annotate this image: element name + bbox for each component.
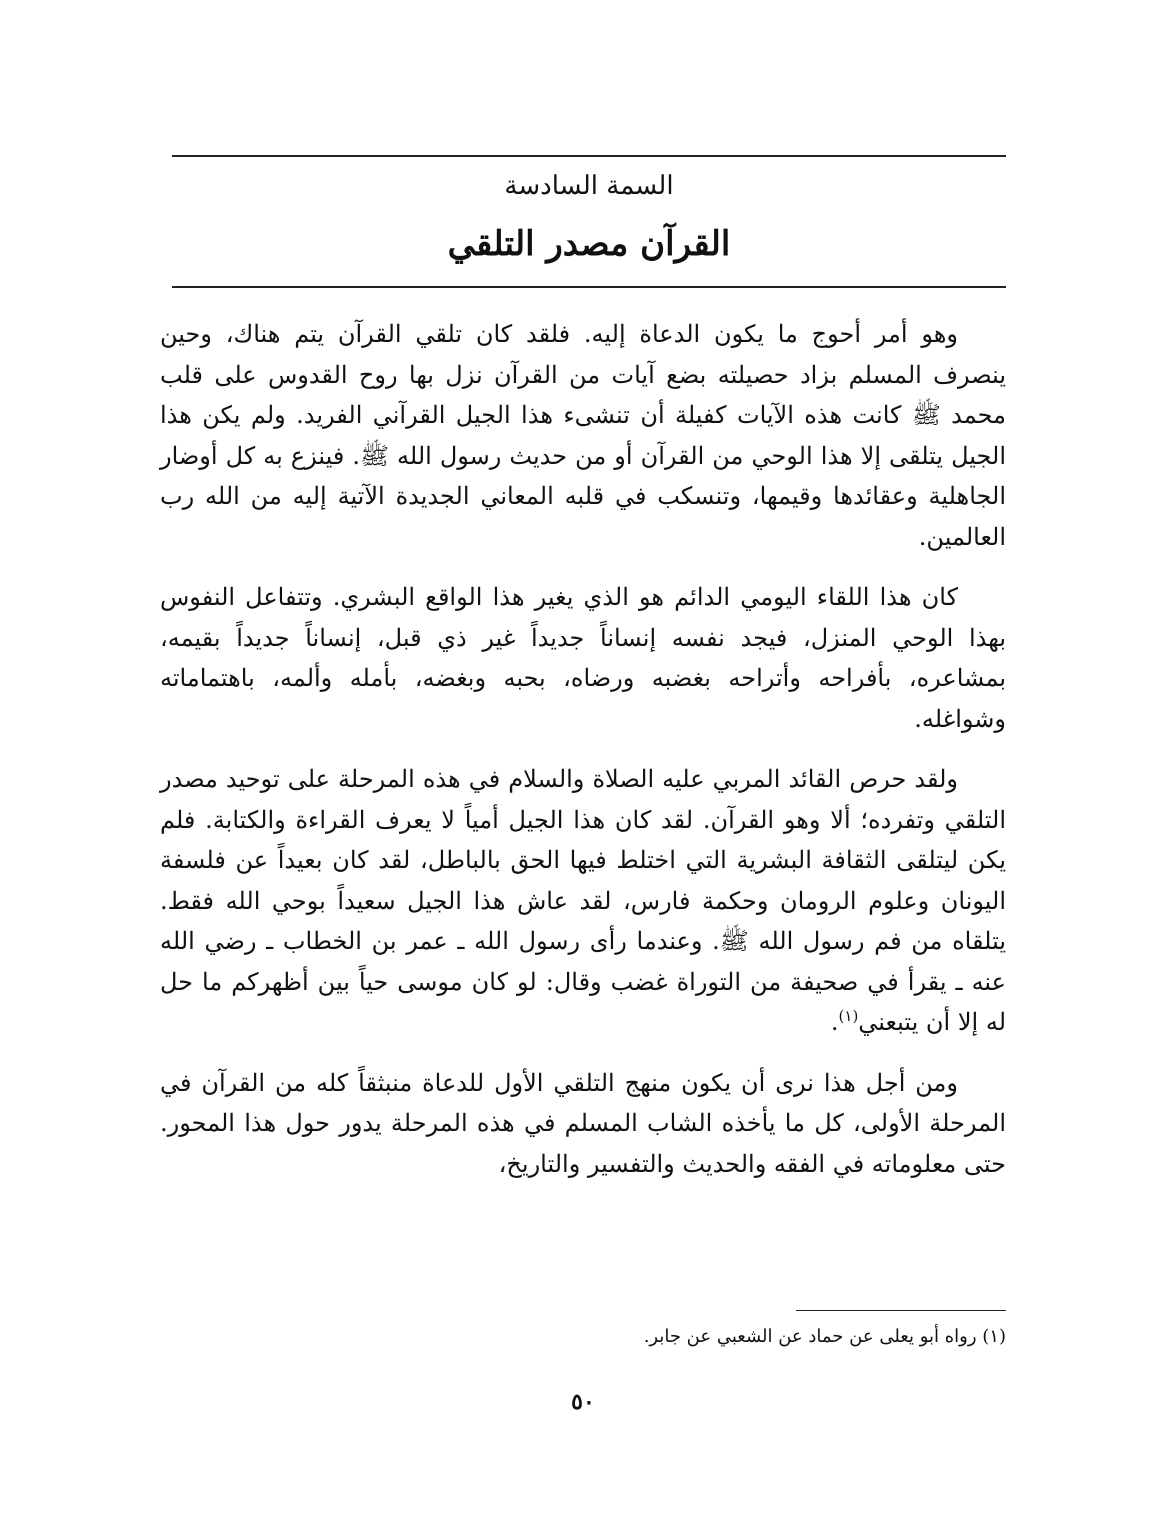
page-number: ٥٠: [571, 1389, 595, 1415]
chapter-title: القرآن مصدر التلقي: [447, 224, 731, 264]
header-top-rule: [172, 155, 1006, 157]
paragraph-4: ومن أجل هذا نرى أن يكون منهج التلقي الأول للدعاة منبثقاً كله من القرآن في المرحلة الأولى، كل ما يأخذه الشاب المسلم في هذه المرحلة يدور حول هذا المحور. حتى معلوماته في الفقه والحديث والتفسير والتاريخ،: [160, 1068, 1006, 1178]
header-bottom-rule: [172, 286, 1006, 288]
paragraph-1: وهو أمر أحوج ما يكون الدعاة إليه. فلقد كان تلقي القرآن يتم هناك، وحين ينصرف المسلم بزاد حصيلته بضع آيات من القرآن نزل بها روح القدوس على قلب محمد ﷺ كانت هذه الآيات كفيلة أن تنشىء هذا الجيل القرآني الفريد. ولم يكن هذا الجيل يتلقى إلا هذا الوحي من القرآن أو من حديث رسول الله ﷺ. فينزع به كل أوضار الجاهلية وعقائدها وقيمها، وتنسكب في قلبه المعاني الجديدة الآتية إليه من الله رب العالمين.: [160, 320, 1006, 551]
footnote-marker[interactable]: (١): [838, 1007, 859, 1025]
footnote: (١) رواه أبو يعلى عن حماد عن الشعبي عن جابر.: [643, 1326, 1006, 1347]
paragraph-3-end: .: [830, 1008, 839, 1036]
paragraph-3-text: ولقد حرص القائد المربي عليه الصلاة والسلام في هذه المرحلة على توحيد مصدر التلقي وتفرده؛ ألا وهو القرآن. لقد كان هذا الجيل أمياً لا يعرف القراءة والكتابة. فلم يكن ليتلقى الثقافة البشرية التي اختلط فيها الحق بالباطل، لقد كان بعيداً عن فلسفة اليونان وعلوم الرومان وحكمة فارس، لقد عاش هذا الجيل سعيداً بوحي الله فقط. يتلقاه من فم رسول الله ﷺ. وعندما رأى رسول الله ـ عمر بن الخطاب ـ رضي الله عنه ـ يقرأ في صحيفة من التوراة غضب وقال: لو كان موسى حياً بين أظهركم ما حل له إلا أن يتبعني: [160, 765, 1007, 1036]
paragraph-3: [160, 759, 1006, 1043]
paragraph-2: كان هذا اللقاء اليومي الدائم هو الذي يغير هذا الواقع البشري. وتتفاعل النفوس بهذا الوحي المنزل، فيجد نفسه إنساناً جديداً غير ذي قبل، إنساناً جديداً بقيمه، بمشاعره، بأفراحه وأتراحه بغضبه ورضاه، بحبه وبغضه، بأمله وألمه، باهتماماته وشواغله.: [160, 583, 1006, 733]
footnote-rule: [796, 1310, 1006, 1311]
chapter-label: السمة السادسة: [504, 171, 674, 201]
body-text: [160, 314, 1006, 1204]
